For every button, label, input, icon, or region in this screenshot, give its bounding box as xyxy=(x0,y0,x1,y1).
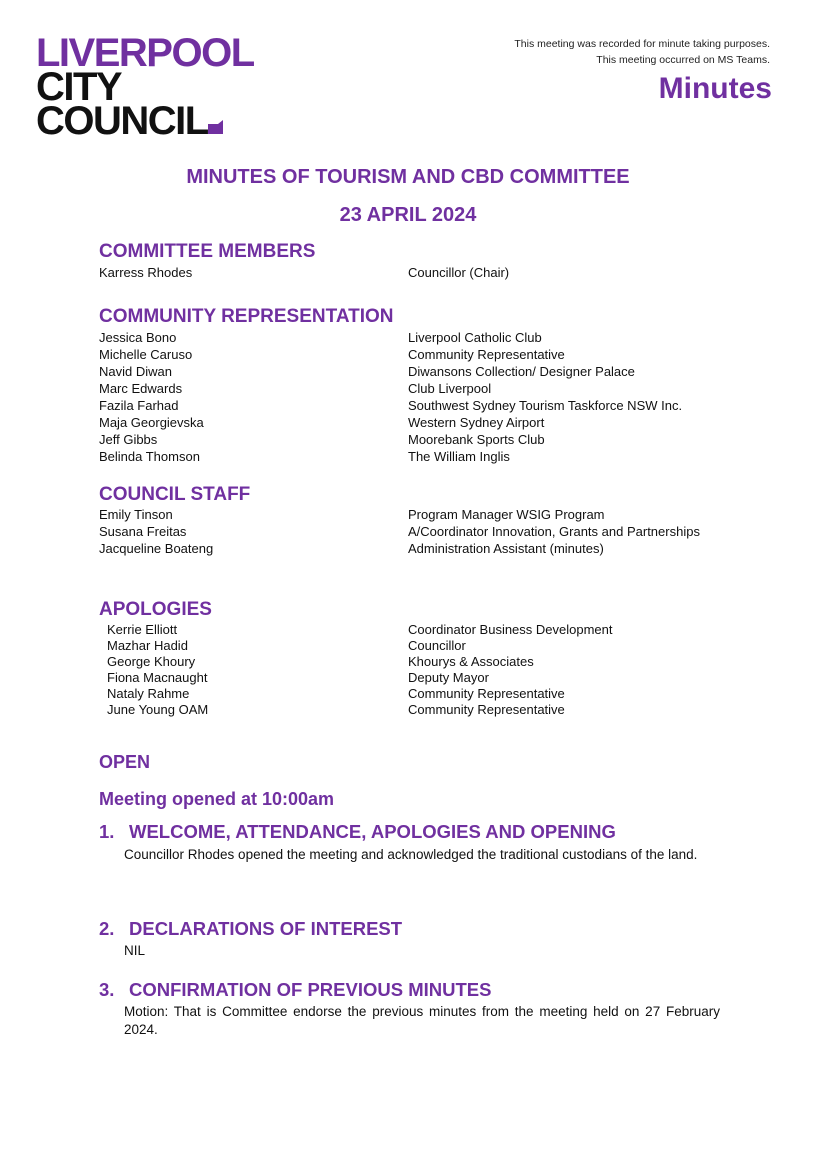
council-logo xyxy=(36,31,276,146)
item-title: CONFIRMATION OF PREVIOUS MINUTES xyxy=(129,979,492,1000)
apology-name: June Young OAM xyxy=(107,702,209,717)
list-item xyxy=(107,670,747,686)
teams-note: This meeting occurred on MS Teams. xyxy=(596,54,770,66)
member-role: Moorebank Sports Club xyxy=(408,432,545,447)
council-staff-heading: COUNCIL STAFF xyxy=(99,484,251,505)
member-name: Fazila Farhad xyxy=(99,398,179,413)
agenda-item-3-text: Motion: That is Committee endorse the previous minutes from the meeting held on 27 February 2024. xyxy=(124,1004,720,1037)
community-representation-heading: COMMUNITY REPRESENTATION xyxy=(99,306,394,327)
list-item xyxy=(99,264,739,281)
apology-role: Khourys & Associates xyxy=(408,654,534,669)
apologies-heading: APOLOGIES xyxy=(99,599,212,620)
list-item xyxy=(99,431,739,448)
meeting-date: 23 APRIL 2024 xyxy=(339,204,477,226)
member-role: Councillor (Chair) xyxy=(408,265,510,280)
item-title: WELCOME, ATTENDANCE, APOLOGIES AND OPENING xyxy=(129,821,616,842)
logo-line-liverpool: LIVERPOOL xyxy=(36,31,254,75)
list-item xyxy=(107,638,747,654)
member-role: Club Liverpool xyxy=(408,381,492,396)
apology-name: Fiona Macnaught xyxy=(107,670,208,685)
staff-role: Program Manager WSIG Program xyxy=(408,507,605,522)
member-role: Diwansons Collection/ Designer Palace xyxy=(408,364,635,379)
document-type-label: Minutes xyxy=(658,72,772,105)
agenda-item-3-heading xyxy=(99,979,491,1001)
staff-name: Susana Freitas xyxy=(99,524,187,539)
list-item xyxy=(107,686,747,702)
list-item xyxy=(99,506,739,523)
list-item xyxy=(107,702,747,718)
staff-name: Jacqueline Boateng xyxy=(99,541,214,556)
list-item xyxy=(99,523,739,540)
agenda-item-2-text: NIL xyxy=(124,943,146,958)
community-representation-list xyxy=(99,329,739,465)
list-item xyxy=(107,654,747,670)
member-name: Belinda Thomson xyxy=(99,449,200,464)
apology-role: Community Representative xyxy=(408,686,565,701)
item-number: 1. xyxy=(99,821,115,842)
apology-name: Nataly Rahme xyxy=(107,686,190,701)
apology-name: George Khoury xyxy=(107,654,196,669)
item-title: DECLARATIONS OF INTEREST xyxy=(129,918,403,939)
apology-role: Deputy Mayor xyxy=(408,670,489,685)
logo-mark-icon xyxy=(208,120,223,134)
staff-role: Administration Assistant (minutes) xyxy=(408,541,604,556)
member-name: Michelle Caruso xyxy=(99,347,193,362)
member-role: The William Inglis xyxy=(408,449,510,464)
member-name: Navid Diwan xyxy=(99,364,172,379)
member-name: Jeff Gibbs xyxy=(99,432,158,447)
recorded-note: This meeting was recorded for minute taking purposes. xyxy=(514,38,770,50)
apology-role: Coordinator Business Development xyxy=(408,622,613,637)
committee-members-list xyxy=(99,264,739,281)
list-item xyxy=(99,380,739,397)
list-item xyxy=(99,363,739,380)
list-item xyxy=(99,329,739,346)
member-role: Southwest Sydney Tourism Taskforce NSW Inc. xyxy=(408,398,683,413)
committee-members-heading: COMMITTEE MEMBERS xyxy=(99,241,316,262)
recording-notice xyxy=(514,36,770,68)
list-item xyxy=(99,397,739,414)
item-number: 2. xyxy=(99,918,115,939)
list-item xyxy=(99,540,739,557)
staff-name: Emily Tinson xyxy=(99,507,173,522)
apologies-list xyxy=(107,622,747,718)
logo-line-council: COUNCIL xyxy=(36,99,208,143)
logo-line-city: CITY xyxy=(36,65,122,109)
agenda-item-2-heading xyxy=(99,918,402,940)
member-role: Community Representative xyxy=(408,347,565,362)
list-item xyxy=(107,622,747,638)
list-item xyxy=(99,346,739,363)
document-title: MINUTES OF TOURISM AND CBD COMMITTEE xyxy=(186,166,630,188)
member-name: Jessica Bono xyxy=(99,330,177,345)
member-role: Liverpool Catholic Club xyxy=(408,330,542,345)
open-heading: OPEN xyxy=(99,752,151,772)
meeting-opened-time: Meeting opened at 10:00am xyxy=(99,789,335,809)
list-item xyxy=(99,414,739,431)
apology-name: Kerrie Elliott xyxy=(107,622,178,637)
apology-role: Community Representative xyxy=(408,702,565,717)
apology-name: Mazhar Hadid xyxy=(107,638,188,653)
staff-role: A/Coordinator Innovation, Grants and Partnerships xyxy=(408,524,700,539)
agenda-item-1-text: Councillor Rhodes opened the meeting and acknowledged the traditional custodians of the land. xyxy=(124,847,698,862)
agenda-item-1-heading xyxy=(99,821,616,843)
member-role: Western Sydney Airport xyxy=(408,415,545,430)
member-name: Marc Edwards xyxy=(99,381,183,396)
member-name: Maja Georgievska xyxy=(99,415,204,430)
apology-role: Councillor xyxy=(408,638,466,653)
item-number: 3. xyxy=(99,979,115,1000)
member-name: Karress Rhodes xyxy=(99,265,193,280)
list-item xyxy=(99,448,739,465)
council-staff-list xyxy=(99,506,739,557)
